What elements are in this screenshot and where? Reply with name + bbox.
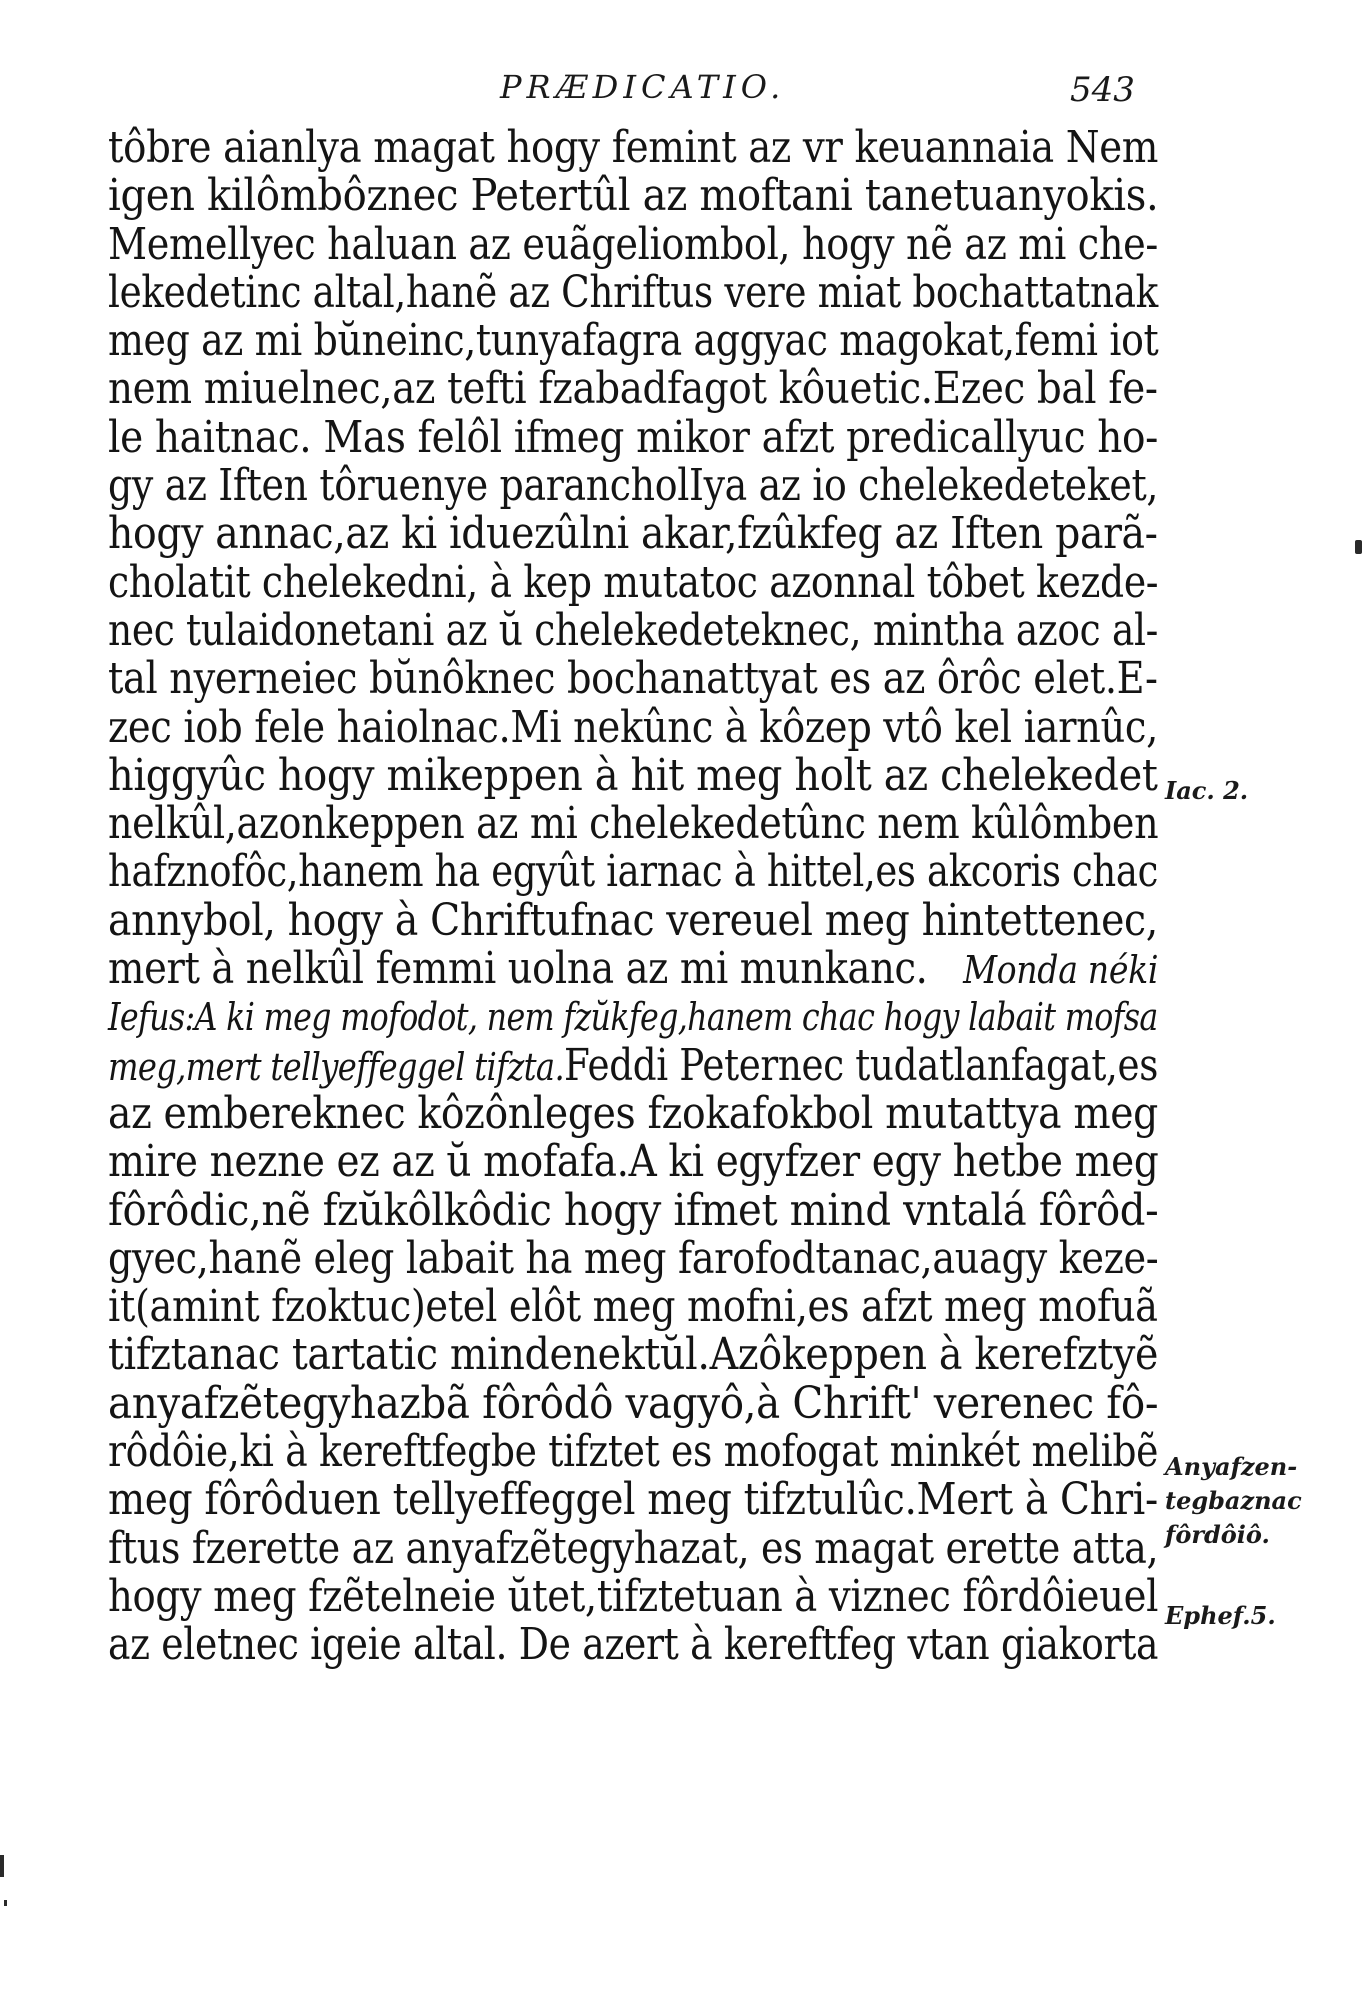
margin-note-line: fôrdôiô.	[1165, 1520, 1270, 1549]
text-line: it(amint fzoktuc)etel elôt meg mofni,es afzt meg mofuã	[108, 1281, 1158, 1333]
main-text-column	[108, 124, 1158, 1670]
text-line: mire nezne ez az ŭ mofafa.A ki egyfzer egy hetbe meg	[108, 1136, 1159, 1188]
text-line: gyec,hanẽ eleg labait ha meg farofodtanac,auagy keze-	[108, 1232, 1159, 1284]
text-line: hafznofôc,hanem ha egyût iarnac à hittel,es akcoris chac	[108, 846, 1158, 898]
running-title: PRÆDICATIO.	[500, 68, 786, 106]
margin-note-iac: Iac. 2.	[1165, 776, 1249, 805]
margin-note-ephes: Ephef.5.	[1165, 1601, 1276, 1630]
page-number: 543	[1070, 70, 1135, 110]
scan-speck	[1355, 540, 1362, 554]
text-line-with-quote-start	[108, 943, 1159, 995]
quote-line: Iefus:A ki meg mofodot, nem fzŭkfeg,hanem chac hogy labait mofsa	[108, 995, 1158, 1040]
scan-speck	[0, 1855, 4, 1877]
text-line: nelkûl,azonkeppen az mi chelekedetûnc nem kûlômben	[108, 798, 1159, 850]
text-line: hogy meg fzẽtelneie ŭtet,tifztetuan à viznec fôrdôieuel	[108, 1570, 1159, 1622]
scan-speck	[4, 1900, 7, 1906]
quote-line-mixed	[108, 1039, 1159, 1091]
text-line: az eletnec igeie altal. De azert à kereftfeg vtan giakorta	[108, 1619, 1159, 1671]
text-line: hogy annac,az ki iduezûlni akar,fzûkfeg az Iften parã-	[108, 508, 1158, 560]
margin-note-line: Anyafzen-	[1165, 1452, 1298, 1481]
text-line-segment: Feddi Peternec tudatlanfagat,es	[564, 1039, 1159, 1091]
text-line: anyafzẽtegyhazbã fôrôdô vagyô,à Chrift' verenec fô-	[108, 1377, 1159, 1429]
text-line: fôrôdic,nẽ fzŭkôlkôdic hogy ifmet mind vntalá fôrôd-	[108, 1184, 1159, 1236]
text-line: igen kilômbôznec Petertûl az moftani tanetuanyokis.	[108, 170, 1159, 222]
text-line: zec iob fele haiolnac.Mi nekûnc à kôzep vtô kel iarnûc,	[108, 701, 1158, 753]
margin-note-anyaszentegyhaz	[1165, 1450, 1302, 1552]
text-line: az embereknec kôzônleges fzokafokbol mutattya meg	[108, 1087, 1158, 1139]
text-line: meg az mi bŭneinc,tunyafagra aggyac magokat,femi iot	[108, 315, 1159, 367]
text-line: rôdôie,ki à kereftfegbe tifztet es mofogat minkét melibẽ	[108, 1426, 1159, 1478]
text-line: tôbre aianlya magat hogy femint az vr keuannaia Nem	[108, 122, 1159, 173]
text-line: le haitnac. Mas felôl ifmeg mikor afzt predicallyuc ho-	[108, 411, 1158, 463]
text-line: higgyûc hogy mikeppen à hit meg holt az chelekedet	[108, 749, 1158, 801]
text-line: tifztanac tartatic mindenektŭl.Azôkeppen à kerefztyẽ	[108, 1329, 1159, 1381]
quote-intro: Monda néki	[963, 948, 1159, 993]
text-line-segment: mert à nelkûl femmi uolna az mi munkanc.	[108, 943, 928, 995]
quote-end: meg,mert tellyeffeggel tifzta.	[108, 1044, 565, 1089]
text-line: meg fôrôduen tellyeffeggel meg tifztulûc.Mert à Chri-	[108, 1474, 1158, 1526]
text-line: tal nyerneiec bŭnôknec bochanattyat es az ôrôc elet.E-	[108, 653, 1158, 705]
text-line: nec tulaidonetani az ŭ chelekedeteknec, mintha azoc al-	[108, 604, 1159, 656]
text-line: lekedetinc altal,hanẽ az Chriftus vere miat bochattatnak	[108, 266, 1158, 318]
margin-note-line: tegbaznac	[1165, 1486, 1302, 1515]
text-line: cholatit chelekedni, à kep mutatoc azonnal tôbet kezde-	[108, 556, 1159, 608]
text-line: Memellyec haluan az euãgeliombol, hogy nẽ az mi che-	[108, 218, 1158, 270]
text-line: annybol, hogy à Chriftufnac vereuel meg hintettenec,	[108, 894, 1158, 946]
text-line: gy az Iften tôruenye parancholIya az io chelekedeteket,	[108, 460, 1159, 512]
text-line: ftus fzerette az anyafzẽtegyhazat, es magat erette atta,	[108, 1522, 1159, 1574]
text-line: nem miuelnec,az tefti fzabadfagot kôuetic.Ezec bal fe-	[108, 363, 1158, 415]
